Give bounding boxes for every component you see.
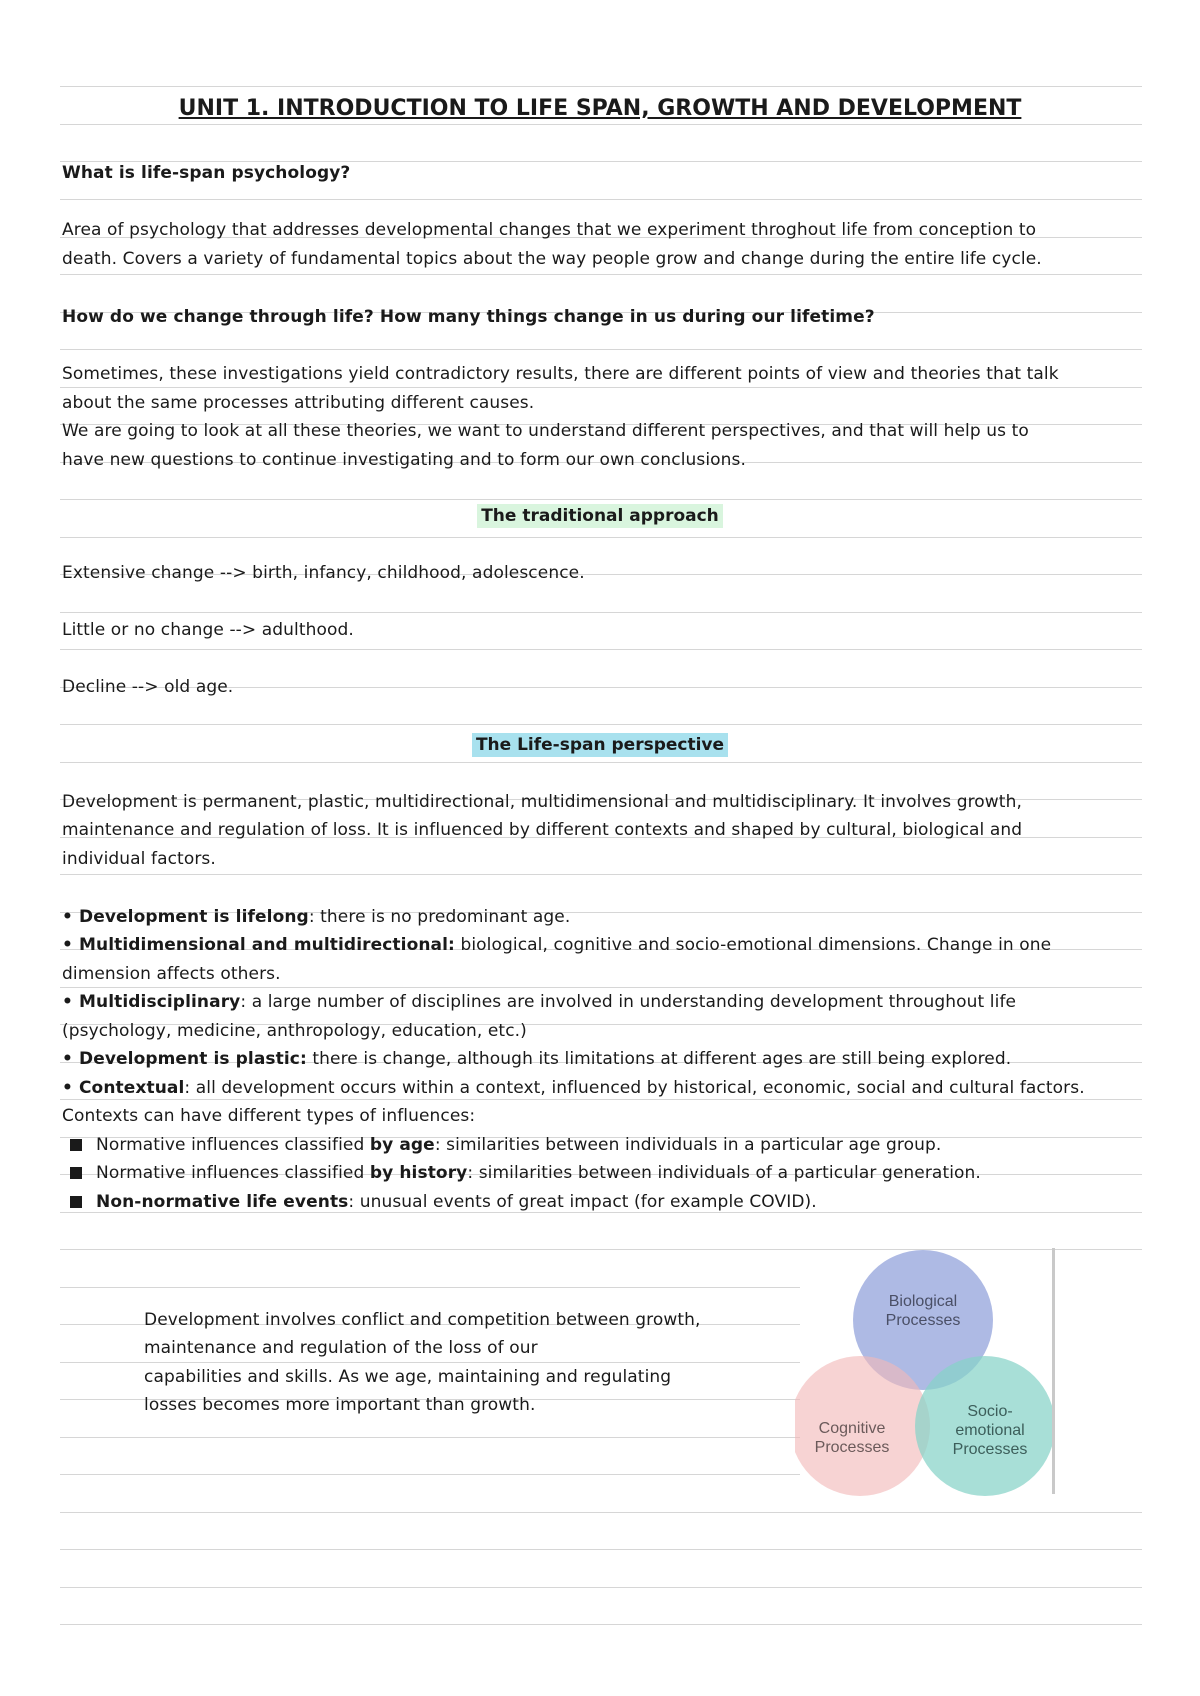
bullet-bold: • Development is lifelong	[62, 907, 309, 927]
bullet-multidimensional	[62, 931, 1051, 959]
cognitive-label-1: Cognitive	[818, 1420, 886, 1437]
influence-non-normative	[70, 1188, 817, 1216]
bullet-bold: • Multidisciplinary	[62, 992, 241, 1012]
ruled-line	[60, 1474, 800, 1475]
bullet-continuation: Contexts can have different types of influences:	[62, 1106, 476, 1126]
influence-history	[70, 1159, 981, 1187]
ruled-line	[60, 1549, 1142, 1550]
traditional-item: Little or no change --> adulthood.	[62, 620, 354, 640]
ruled-line	[60, 1512, 1142, 1513]
bullet-text: : a large number of disciplines are involved in understanding development throughout life	[240, 992, 1017, 1012]
influence-text: Normative influences classified	[96, 1163, 370, 1183]
ruled-line	[60, 1624, 1142, 1625]
paragraph-line: Sometimes, these investigations yield contradictory results, there are different points of view and theories that talk	[62, 364, 1059, 384]
ruled-line	[60, 649, 1142, 650]
bullet-text: biological, cognitive and socio-emotional dimensions. Change in one	[454, 935, 1052, 955]
ruled-line	[60, 124, 1142, 125]
ruled-line	[60, 1437, 800, 1438]
socio-label-3: Processes	[952, 1441, 1028, 1458]
bullet-text: : all development occurs within a context, influenced by historical, economic, social and cultural factors.	[184, 1078, 1085, 1098]
bullet-continuation: (psychology, medicine, anthropology, education, etc.)	[62, 1021, 527, 1041]
square-bullet-icon	[70, 1139, 82, 1151]
bullet-text: there is change, although its limitations at different ages are still being explored.	[306, 1049, 1012, 1069]
ruled-line	[60, 724, 1142, 725]
ruled-line	[60, 537, 1142, 538]
lifespan-line: Development is permanent, plastic, multidirectional, multidimensional and multidisciplinary. It involves growth,	[62, 792, 1022, 812]
question-life-span: What is life-span psychology?	[62, 163, 351, 183]
biological-label-2: Processes	[885, 1312, 961, 1329]
ruled-line	[60, 86, 1142, 87]
influence-text: : similarities between individuals in a particular age group.	[434, 1135, 942, 1155]
bullet-bold: • Contextual	[62, 1078, 185, 1098]
conflict-line: maintenance and regulation of the loss of our	[144, 1338, 538, 1358]
bullet-multidisciplinary	[62, 988, 1016, 1016]
ruled-line	[60, 1587, 1142, 1588]
socio-label-2: emotional	[955, 1422, 1025, 1439]
heading-lifespan	[0, 731, 1200, 759]
conflict-line: capabilities and skills. As we age, maintaining and regulating	[144, 1367, 672, 1387]
lifespan-line: maintenance and regulation of loss. It is influenced by different contexts and shaped by cultural, biological and	[62, 820, 1023, 840]
definition-line: death. Covers a variety of fundamental topics about the way people grow and change during the entire life cycle.	[62, 249, 1042, 269]
paragraph-line: We are going to look at all these theories, we want to understand different perspectives, and that will help us to	[62, 421, 1029, 441]
venn-svg	[795, 1248, 1055, 1498]
influence-bold: by age	[369, 1135, 435, 1155]
lifespan-line: individual factors.	[62, 849, 216, 869]
ruled-line	[60, 274, 1142, 275]
bullet-contextual	[62, 1074, 1085, 1102]
bullet-bold: • Development is plastic:	[62, 1049, 307, 1069]
bullet-lifelong	[62, 903, 570, 931]
conflict-line: losses becomes more important than growth.	[144, 1395, 536, 1415]
influence-text: : similarities between individuals of a particular generation.	[467, 1163, 981, 1183]
bullet-text: : there is no predominant age.	[308, 907, 571, 927]
traditional-item: Decline --> old age.	[62, 677, 234, 697]
influence-bold: by history	[369, 1163, 468, 1183]
ruled-line	[60, 762, 1142, 763]
paragraph-line: about the same processes attributing different causes.	[62, 393, 535, 413]
bullet-plastic	[62, 1045, 1011, 1073]
influence-text: : unusual events of great impact (for example COVID).	[348, 1192, 817, 1212]
bullet-bold: • Multidimensional and multidirectional:	[62, 935, 455, 955]
square-bullet-icon	[70, 1167, 82, 1179]
heading-lifespan-text: The Life-span perspective	[472, 733, 728, 757]
ruled-line	[60, 349, 1142, 350]
question-change: How do we change through life? How many things change in us during our lifetime?	[62, 307, 875, 327]
divider-line	[1052, 1248, 1055, 1494]
venn-diagram	[795, 1248, 1055, 1498]
heading-traditional-text: The traditional approach	[477, 504, 723, 528]
influence-bold: Non-normative life events	[96, 1192, 349, 1212]
influence-text: Normative influences classified	[96, 1135, 370, 1155]
page-title: UNIT 1. INTRODUCTION TO LIFE SPAN, GROWTH AND DEVELOPMENT	[178, 96, 1022, 121]
ruled-line	[60, 199, 1142, 200]
bullet-continuation: dimension affects others.	[62, 964, 281, 984]
heading-traditional	[0, 502, 1200, 530]
definition-line: Area of psychology that addresses developmental changes that we experiment throghout life from conception to	[62, 220, 1037, 240]
paragraph-line: have new questions to continue investigating and to form our own conclusions.	[62, 450, 747, 470]
ruled-line	[60, 499, 1142, 500]
influence-age	[70, 1131, 941, 1159]
cognitive-label-2: Processes	[814, 1439, 890, 1456]
conflict-line: Development involves conflict and competition between growth,	[144, 1310, 701, 1330]
socio-label-1: Socio-	[967, 1403, 1013, 1420]
biological-label-1: Biological	[888, 1293, 958, 1310]
ruled-line	[60, 874, 1142, 875]
square-bullet-icon	[70, 1196, 82, 1208]
ruled-line	[60, 1287, 800, 1288]
traditional-item: Extensive change --> birth, infancy, childhood, adolescence.	[62, 563, 585, 583]
ruled-line	[60, 612, 1142, 613]
